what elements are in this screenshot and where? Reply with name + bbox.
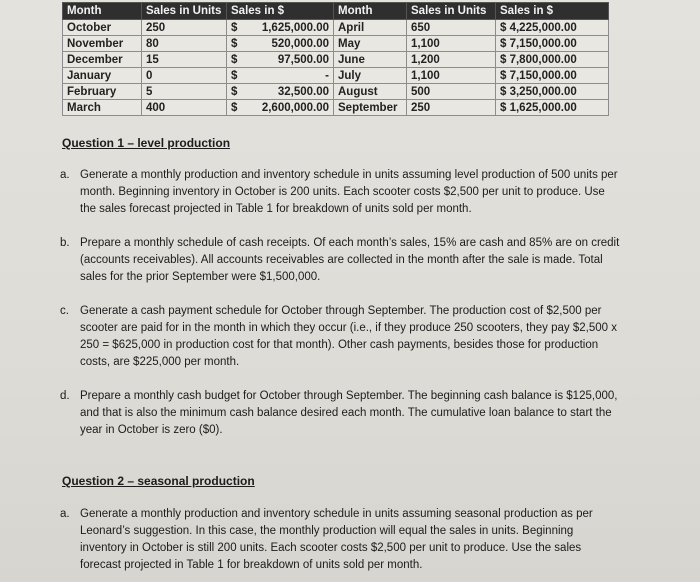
table-row bbox=[63, 20, 609, 36]
table-row bbox=[63, 52, 609, 68]
question-1-item-b bbox=[60, 235, 620, 286]
table-row bbox=[63, 36, 609, 52]
header-month-2: Month bbox=[334, 3, 407, 20]
question-1-title: Question 1 – level production bbox=[62, 136, 231, 150]
cell-dollars bbox=[227, 20, 334, 36]
cell-month: June bbox=[334, 52, 407, 68]
cell-dollars: $ 7,150,000.00 bbox=[496, 68, 609, 84]
table-row bbox=[63, 100, 609, 116]
dollar-amount: 2,600,000.00 bbox=[261, 101, 329, 114]
question-1-item-a bbox=[60, 167, 620, 218]
question-1-item-d bbox=[60, 388, 620, 439]
item-text: Prepare a monthly schedule of cash receipts. Of each month’s sales, 15% are cash and 85% are on credit (accounts receivables). All accounts receivables are collected in the month after the sale is made. Total sales for the prior September were $1,500,000. bbox=[80, 237, 620, 283]
cell-units: 0 bbox=[142, 68, 227, 84]
cell-month: May bbox=[334, 36, 407, 52]
dollar-amount: 32,500.00 bbox=[277, 85, 329, 98]
header-month-1: Month bbox=[63, 3, 142, 20]
currency-symbol: $ bbox=[231, 21, 238, 34]
cell-dollars bbox=[227, 68, 334, 84]
currency-symbol: $ bbox=[231, 37, 238, 50]
dollar-amount: - bbox=[325, 69, 329, 82]
question-2-title: Question 2 – seasonal production bbox=[62, 474, 255, 488]
cell-month: July bbox=[334, 68, 407, 84]
item-text: Generate a cash payment schedule for October through September. The production cost of $2,500 per scooter are paid for in the month in which they occur (i.e., if they produce 250 scooters, they pay $2,500 x 250 = $625,000 in production cost for that month). Other cash payments, besides those for production costs, are $225,000 per month. bbox=[80, 305, 617, 368]
cell-units: 5 bbox=[142, 84, 227, 100]
item-text: Generate a monthly production and inventory schedule in units assuming level production of 500 units per month. Beginning inventory in October is 200 units. Each scooter costs $2,500 per unit to produce. Use the sales forecast projected in Table 1 for breakdown of units sold per month. bbox=[80, 169, 618, 215]
cell-units: 1,100 bbox=[407, 68, 496, 84]
cell-month: October bbox=[63, 20, 142, 36]
cell-dollars bbox=[227, 52, 334, 68]
cell-units: 15 bbox=[142, 52, 227, 68]
cell-dollars: $ 3,250,000.00 bbox=[496, 84, 609, 100]
cell-units: 80 bbox=[142, 36, 227, 52]
cell-month: September bbox=[334, 100, 407, 116]
header-units-2: Sales in Units bbox=[407, 3, 496, 20]
item-marker: c. bbox=[60, 305, 69, 317]
currency-symbol: $ bbox=[231, 101, 238, 114]
dollar-amount: 97,500.00 bbox=[277, 53, 329, 66]
cell-month: August bbox=[334, 84, 407, 100]
header-dollars-2: Sales in $ bbox=[496, 3, 609, 20]
dollar-amount: 1,625,000.00 bbox=[261, 21, 329, 34]
currency-symbol: $ bbox=[231, 69, 238, 82]
item-marker: a. bbox=[60, 169, 70, 181]
cell-month: March bbox=[63, 100, 142, 116]
currency-symbol: $ bbox=[231, 85, 238, 98]
sales-forecast-table bbox=[62, 2, 609, 116]
cell-month: February bbox=[63, 84, 142, 100]
cell-dollars: $ 7,800,000.00 bbox=[496, 52, 609, 68]
cell-dollars: $ 1,625,000.00 bbox=[496, 100, 609, 116]
question-1-item-c bbox=[60, 303, 620, 371]
table-row bbox=[63, 68, 609, 84]
cell-dollars bbox=[227, 84, 334, 100]
table-header-row bbox=[63, 3, 609, 20]
table-row bbox=[63, 84, 609, 100]
cell-month: November bbox=[63, 36, 142, 52]
cell-dollars bbox=[227, 100, 334, 116]
cell-dollars bbox=[227, 36, 334, 52]
header-dollars-1: Sales in $ bbox=[227, 3, 334, 20]
item-marker: b. bbox=[60, 237, 70, 249]
cell-units: 250 bbox=[407, 100, 496, 116]
cell-units: 500 bbox=[407, 84, 496, 100]
cell-month: January bbox=[63, 68, 142, 84]
header-units-1: Sales in Units bbox=[142, 3, 227, 20]
cell-dollars: $ 7,150,000.00 bbox=[496, 36, 609, 52]
cell-units: 250 bbox=[142, 20, 227, 36]
cell-dollars: $ 4,225,000.00 bbox=[496, 20, 609, 36]
question-2-item-a bbox=[60, 506, 620, 574]
cell-month: December bbox=[63, 52, 142, 68]
cell-units: 1,100 bbox=[407, 36, 496, 52]
item-text: Generate a monthly production and inventory schedule in units assuming seasonal production as per Leonard’s suggestion. In this case, the monthly production will equal the sales in units. Beginning inventory in October is still 200 units. Each scooter costs $2,500 per unit to produce. Use the sales forecast projected in Table 1 for breakdown of units sold per month. bbox=[80, 508, 593, 571]
cell-units: 400 bbox=[142, 100, 227, 116]
item-marker: a. bbox=[60, 508, 70, 520]
currency-symbol: $ bbox=[231, 53, 238, 66]
item-text: Prepare a monthly cash budget for October through September. The beginning cash balance is $125,000, and that is also the minimum cash balance desired each month. The cumulative loan balance to start the year in October is zero ($0). bbox=[80, 390, 618, 436]
cell-units: 1,200 bbox=[407, 52, 496, 68]
cell-month: April bbox=[334, 20, 407, 36]
cell-units: 650 bbox=[407, 20, 496, 36]
item-marker: d. bbox=[60, 390, 70, 402]
dollar-amount: 520,000.00 bbox=[271, 37, 329, 50]
